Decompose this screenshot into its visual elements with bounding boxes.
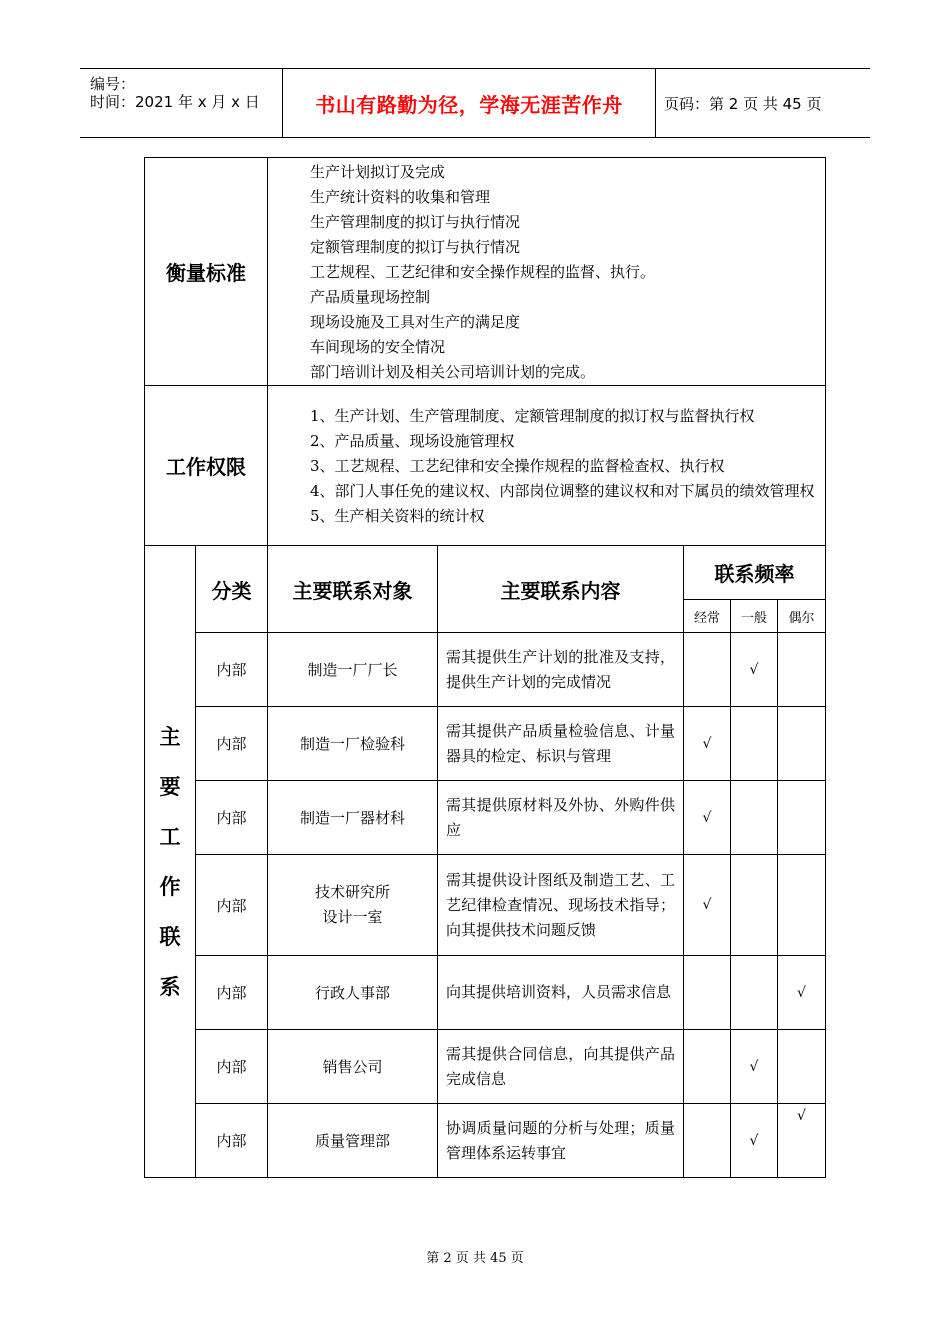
standard-item: 生产统计资料的收集和管理: [310, 188, 491, 206]
header-meta: [80, 69, 282, 137]
row-often-check: √: [684, 707, 731, 781]
table-row: [145, 781, 826, 855]
row-object: 制造一厂器材科: [268, 781, 438, 855]
relations-label: [145, 546, 196, 1178]
col-category-header: 分类: [196, 546, 268, 633]
col-object-header: 主要联系对象: [268, 546, 438, 633]
motto: 书山有路勤为径，学海无涯苦作舟: [315, 92, 623, 117]
row-rare-check: [778, 781, 826, 855]
row-object-line: 设计一室: [322, 908, 383, 926]
row-object: 行政人事部: [268, 956, 438, 1030]
row-category: 内部: [196, 855, 268, 956]
row-normal-check: √: [731, 633, 778, 707]
page-footer: 第 2 页 共 45 页: [426, 1251, 524, 1266]
authority-item: 5、生产相关资料的统计权: [310, 507, 485, 525]
row-rare-check: √: [778, 1104, 826, 1178]
row-normal-check: √: [731, 1104, 778, 1178]
page-header: [80, 68, 870, 138]
standard-item: 现场设施及工具对生产的满足度: [310, 313, 521, 331]
row-content: 需其提供原材料及外协、外购件供应: [438, 781, 684, 855]
row-often-check: [684, 1104, 731, 1178]
table-row: [145, 707, 826, 781]
table-row: [145, 1030, 826, 1104]
col-frequency-header: 联系频率: [684, 546, 826, 600]
relations-label-char: 联: [159, 924, 181, 949]
relations-label-char: 工: [159, 824, 181, 849]
col-content-header: 主要联系内容: [438, 546, 684, 633]
table-row: [145, 855, 826, 956]
job-description-table: [144, 157, 826, 1178]
page-info: 页码：第 2 页 共 45 页: [664, 94, 822, 113]
table-row: [145, 633, 826, 707]
standards-label: 衡量标准: [145, 158, 268, 386]
relations-label-char: 要: [159, 774, 181, 799]
row-content: 需其提供产品质量检验信息、计量器具的检定、标识与管理: [438, 707, 684, 781]
row-rare-check: [778, 1030, 826, 1104]
row-content: 需其提供设计图纸及制造工艺、工艺纪律检查情况、现场技术指导；向其提供技术问题反馈: [438, 855, 684, 956]
row-category: 内部: [196, 781, 268, 855]
table-row: [145, 956, 826, 1030]
row-object: 质量管理部: [268, 1104, 438, 1178]
row-rare-check: √: [778, 956, 826, 1030]
row-often-check: [684, 633, 731, 707]
relations-label-char: 系: [159, 974, 181, 999]
relations-label-char: 主: [159, 724, 181, 749]
row-normal-check: [731, 707, 778, 781]
freq-often-header: 经常: [684, 600, 731, 633]
header-motto-cell: [282, 69, 656, 137]
time-label: 时间：2021 年 x 月 x 日: [90, 93, 260, 111]
row-normal-check: √: [731, 1030, 778, 1104]
row-normal-check: [731, 855, 778, 956]
standard-item: 工艺规程、工艺纪律和安全操作规程的监督、执行。: [310, 263, 656, 281]
row-often-check: √: [684, 855, 731, 956]
standard-item: 部门培训计划及相关公司培训计划的完成。: [310, 363, 596, 381]
row-normal-check: [731, 781, 778, 855]
row-category: 内部: [196, 633, 268, 707]
relations-label-char: 作: [159, 874, 181, 899]
row-object-line: 技术研究所: [314, 883, 390, 901]
row-content: 向其提供培训资料，人员需求信息: [438, 956, 684, 1030]
row-object: 销售公司: [268, 1030, 438, 1104]
row-content: 需其提供合同信息，向其提供产品完成信息: [438, 1030, 684, 1104]
row-object: 制造一厂检验科: [268, 707, 438, 781]
standard-item: 生产管理制度的拟订与执行情况: [310, 213, 521, 231]
freq-rare-header: 偶尔: [778, 600, 826, 633]
header-page-cell: [655, 69, 870, 137]
authority-item: 3、工艺规程、工艺纪律和安全操作规程的监督检查权、执行权: [310, 457, 725, 475]
freq-normal-header: 一般: [731, 600, 778, 633]
row-rare-check: [778, 633, 826, 707]
row-content: 协调质量问题的分析与处理；质量管理体系运转事宜: [438, 1104, 684, 1178]
row-category: 内部: [196, 707, 268, 781]
row-category: 内部: [196, 1030, 268, 1104]
row-content: 需其提供生产计划的批准及支持，提供生产计划的完成情况: [438, 633, 684, 707]
standard-item: 车间现场的安全情况: [310, 338, 446, 356]
authority-item: 1、生产计划、生产管理制度、定额管理制度的拟订权与监督执行权: [310, 407, 755, 425]
standards-row: [145, 158, 826, 386]
row-often-check: √: [684, 781, 731, 855]
row-rare-check: [778, 707, 826, 781]
row-often-check: [684, 1030, 731, 1104]
row-object: 制造一厂厂长: [268, 633, 438, 707]
row-normal-check: [731, 956, 778, 1030]
row-object: [268, 855, 438, 956]
authority-list: [268, 386, 826, 546]
standard-item: 定额管理制度的拟订与执行情况: [310, 238, 521, 256]
number-label: 编号：: [90, 75, 136, 93]
standards-list: [268, 158, 826, 386]
relations-header-row: [145, 546, 826, 600]
authority-row: [145, 386, 826, 546]
standard-item: 产品质量现场控制: [310, 288, 431, 306]
standard-item: 生产计划拟订及完成: [310, 163, 446, 181]
authority-item: 4、部门人事任免的建议权、内部岗位调整的建议权和对下属员的绩效管理权: [310, 482, 815, 500]
row-rare-check: [778, 855, 826, 956]
row-category: 内部: [196, 1104, 268, 1178]
authority-item: 2、产品质量、现场设施管理权: [310, 432, 515, 450]
authority-label: 工作权限: [145, 386, 268, 546]
table-row: [145, 1104, 826, 1178]
row-often-check: [684, 956, 731, 1030]
row-category: 内部: [196, 956, 268, 1030]
